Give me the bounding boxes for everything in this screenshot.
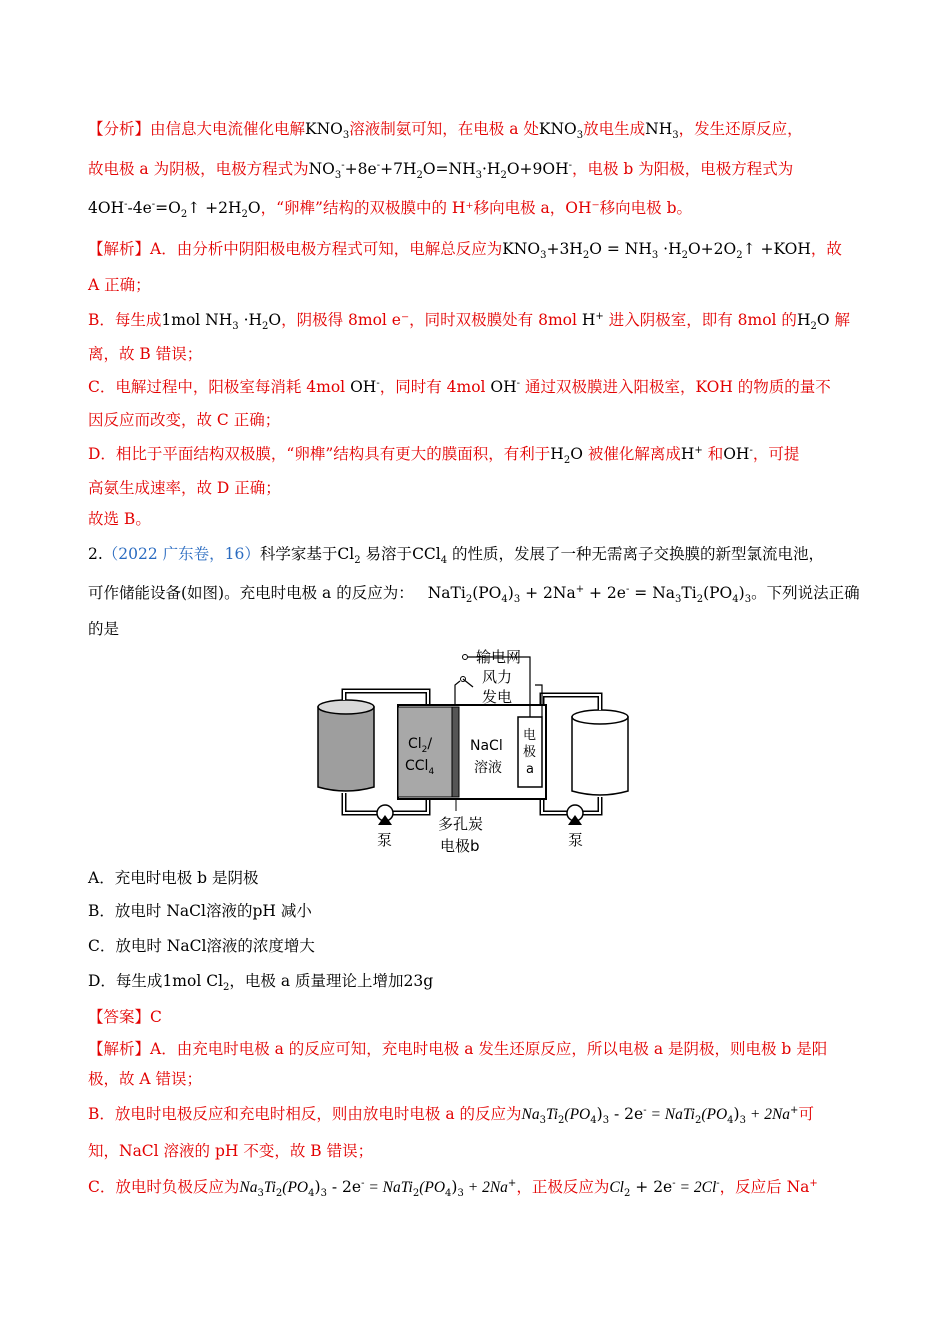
label-wind-2: 发电 xyxy=(482,688,513,706)
explain1-final: 故选 B。 xyxy=(88,510,151,528)
pump-right-icon xyxy=(567,805,583,825)
explain2-b-line-2: 知，NaCl 溶液的 pH 不变，故 B 错误； xyxy=(88,1142,374,1160)
label-pump-left: 泵 xyxy=(377,831,393,849)
label-ccl4: CCl$_4$ xyxy=(405,758,435,777)
explain1-b-line-1: B．每生成1mol $NH_3 \cdot H_2O$，阴极得 8mol e⁻，同时双极膜处有 8mol H+ 进入阴极室，即有 8mol 的$H_2O$ 解 xyxy=(88,310,850,333)
option-b: B．放电时 NaCl溶液的pH 减小 xyxy=(88,902,312,920)
explain1-d-line-1: D．相比于平面结构双极膜，“卵榫”结构具有更大的膜面积，有利于$H_2O$ 被催化解离成H+ 和OH-，可提 xyxy=(88,444,800,467)
explain1-a-line-2: A 正确； xyxy=(88,276,151,294)
label-cl2: $Cl_2/$ xyxy=(408,736,433,755)
question-line-3: 的是 xyxy=(88,620,120,638)
label-porous-2: 电极b xyxy=(440,837,480,855)
option-a: A．充电时电极 b 是阴极 xyxy=(88,869,259,887)
label-electrode-a-2: 极 xyxy=(523,745,537,760)
explain1-c-line-2: 因反应而改变，故 C 正确； xyxy=(88,411,281,429)
explain2-a-line-1: 【解析】A．由充电时电极 a 的反应可知，充电时电极 a 发生还原反应，所以电极 a 是阴极，则电极 b 是阳 xyxy=(88,1040,828,1058)
analysis-line-3: $4OH^--4e^-=O_2↑ +2H_2O$，“卵榫”结构的双极膜中的 H⁺移向电极 a，OH⁻移向电极 b。 xyxy=(88,198,693,221)
question-source: （2022 广东卷，16） xyxy=(102,545,260,563)
question-line-1: 2.（2022 广东卷，16）科学家基于$Cl_2$ 易溶于CCl$_4$ 的性质，发展了一种无需离子交换膜的新型氯流电池， xyxy=(88,545,825,567)
answer-line: 【答案】C xyxy=(88,1008,162,1026)
label-pump-right: 泵 xyxy=(568,831,584,849)
analysis-line-1: 【分析】由信息大电流催化电解$KNO_3$溶液制氨可知，在电极 a 处$KNO_3$放电生成$NH_3$，发生还原反应， xyxy=(88,120,803,142)
option-c: C．放电时 NaCl溶液的浓度增大 xyxy=(88,937,315,955)
label-porous-1: 多孔炭 xyxy=(438,815,484,833)
explain1-c-line-1: C．电解过程中，阳极室每消耗 4mol OH-，同时有 4mol OH- 通过双极膜进入阳极室，KOH 的物质的量不 xyxy=(88,377,831,396)
question-line-2: 可作储能设备(如图)。充电时电极 a 的反应为： $NaTi_2(PO_4)_3 + 2Na^+ + 2e^- = Na_3Ti_2(PO_4)_3$。下列说法正确 xyxy=(88,583,860,606)
label-electrode-a-1: 电 xyxy=(523,728,537,743)
option-d: D．每生成1mol $Cl_2$，电极 a 质量理论上增加23g xyxy=(88,972,434,994)
label-solution: 溶液 xyxy=(474,760,502,776)
label-nacl: NaCl xyxy=(470,738,503,754)
analysis-line-2: 故电极 a 为阴极，电极方程式为$NO_3^-+8e^-+7H_2O=NH_3\cdot H_2O+9OH^-$，电极 b 为阳极，电极方程式为 xyxy=(88,159,794,182)
explain1-d-line-2: 高氨生成速率，故 D 正确； xyxy=(88,479,281,497)
explain2-b-line-1: B．放电时电极反应和充电时相反，则由放电时电极 a 的反应为$Na_3Ti_2(PO_4)_3 - 2e^-$ = $NaTi_2(PO_4)_3 + 2Na^+$可 xyxy=(88,1104,814,1127)
battery-diagram xyxy=(310,645,640,860)
label-wind-1: 风力 xyxy=(482,668,513,686)
explain2-a-line-2: 极，故 A 错误； xyxy=(88,1070,203,1088)
pump-left-icon xyxy=(377,805,393,825)
label-grid: 输电网 xyxy=(476,648,522,666)
explain2-c-line-1: C．放电时负极反应为$Na_3Ti_2(PO_4)_3 - 2e^-$ = $NaTi_2(PO_4)_3 + 2Na^+$，正极反应为$Cl_2 + 2e^- = 2Cl^-$，反应后 Na+ xyxy=(88,1177,818,1200)
explain1-a-line-1: 【解析】A．由分析中阴阳极电极方程式可知，电解总反应为$KNO_3+3H_2O = NH_3$ $\cdot H_2O+2O_2↑ +KOH$，故 xyxy=(88,240,842,262)
label-electrode-a-3: a xyxy=(526,762,534,777)
explain1-b-line-2: 离，故 B 错误； xyxy=(88,345,203,363)
